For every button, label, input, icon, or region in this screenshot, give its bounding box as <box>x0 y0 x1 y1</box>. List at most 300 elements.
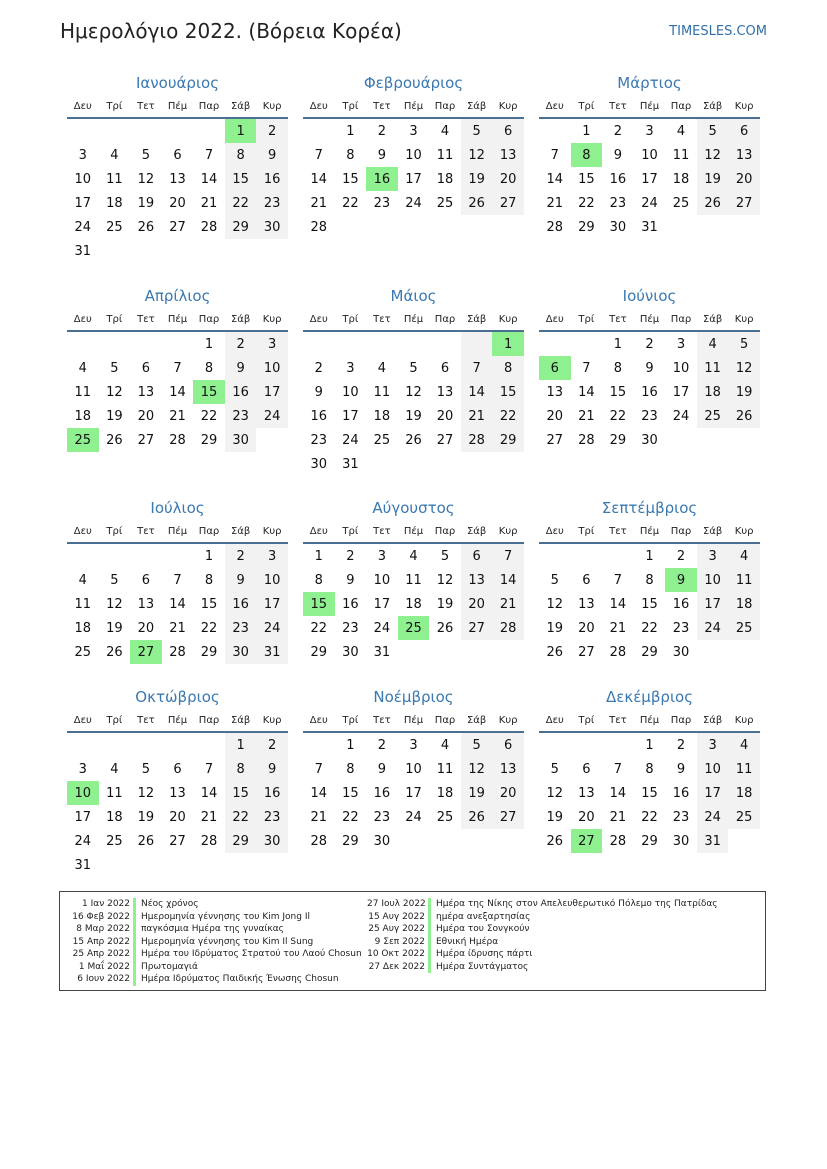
day-grid <box>67 119 288 263</box>
day-cell: 3 <box>645 123 654 139</box>
day-cell: 5 <box>461 119 493 143</box>
day-cell: 2 <box>225 544 257 568</box>
day-cell: 9 <box>256 143 288 167</box>
day-cell: 22 <box>225 805 257 829</box>
weekday-label: Πέμ <box>403 101 424 112</box>
day-cell: 22 <box>342 195 359 211</box>
day-cell: 27 <box>137 432 155 448</box>
day-cell: 28 <box>169 432 186 448</box>
day-cell: 20 <box>137 620 155 636</box>
day-cell: 22 <box>342 809 359 825</box>
day-cell: 23 <box>672 809 690 825</box>
day-cell: 21 <box>169 408 186 424</box>
day-cell: 3 <box>676 336 686 352</box>
weekday-label: Κυρ <box>734 526 754 537</box>
day-cell: 10 <box>697 568 729 592</box>
site-link[interactable]: TIMESLES.COM <box>669 24 767 39</box>
weekday-label: Τετ <box>609 715 627 726</box>
day-cell: 31 <box>256 640 288 664</box>
legend-holiday-name: Πρωτομαγιά <box>141 961 198 972</box>
day-cell: 28 <box>609 644 627 660</box>
day-cell: 25 <box>436 809 454 825</box>
weekday-label: Πέμ <box>639 101 660 112</box>
day-cell: 18 <box>106 809 123 825</box>
weekday-label: Παρ <box>198 526 220 537</box>
day-cell: 11 <box>373 384 391 400</box>
day-cell: 5 <box>141 147 151 163</box>
day-cell: 27 <box>169 219 186 235</box>
weekday-label: Πέμ <box>639 314 660 325</box>
day-cell: 9 <box>377 761 387 777</box>
legend-row <box>64 948 362 961</box>
day-cell: 15 <box>492 380 524 404</box>
day-cell: 22 <box>492 404 524 428</box>
holiday-day-cell: 15 <box>193 380 225 404</box>
holiday-day-cell: 27 <box>571 829 603 853</box>
day-cell: 14 <box>461 380 493 404</box>
day-cell: 4 <box>728 733 760 757</box>
day-cell: 1 <box>645 548 654 564</box>
day-cell: 14 <box>310 785 328 801</box>
weekday-label: Τετ <box>137 101 155 112</box>
day-cell: 11 <box>74 596 92 612</box>
weekday-label: Τρί <box>342 715 359 726</box>
day-cell: 3 <box>409 737 418 753</box>
legend-holiday-name: Ημέρα Ιδρύματος Παιδικής Ένωσης Chosun <box>141 974 339 984</box>
day-cell: 25 <box>728 616 760 640</box>
day-cell: 26 <box>546 644 564 660</box>
day-cell: 31 <box>74 243 92 259</box>
day-cell: 4 <box>440 123 450 139</box>
day-cell: 16 <box>342 596 359 612</box>
day-cell: 19 <box>106 620 123 636</box>
weekday-label: Τετ <box>609 526 627 537</box>
weekday-label: Τρί <box>342 526 359 537</box>
day-cell: 12 <box>461 757 493 781</box>
weekday-label: Κυρ <box>262 101 282 112</box>
month-calendar <box>539 70 760 239</box>
day-cell: 24 <box>373 620 391 636</box>
day-cell: 17 <box>697 592 729 616</box>
day-cell: 6 <box>492 119 524 143</box>
holiday-day-cell: 27 <box>130 640 162 664</box>
holiday-day-cell: 9 <box>665 568 697 592</box>
day-cell: 12 <box>106 596 123 612</box>
day-cell: 1 <box>225 733 257 757</box>
holiday-day-cell: 1 <box>492 332 524 356</box>
day-cell: 4 <box>110 147 119 163</box>
day-cell: 28 <box>310 219 328 235</box>
empty-cell <box>539 544 571 568</box>
empty-cell <box>193 119 225 143</box>
legend-holiday-name: Ημέρα του Ιδρύματος Στρατού του Λαού Chosun <box>141 949 362 959</box>
holiday-day-cell: 15 <box>303 592 335 616</box>
day-cell: 8 <box>314 572 323 588</box>
month-calendar <box>303 283 524 476</box>
legend-holiday-name: ημέρα ανεξαρτησίας <box>436 911 531 922</box>
day-cell: 21 <box>310 809 328 825</box>
day-cell: 6 <box>492 733 524 757</box>
weekday-label: Πέμ <box>403 715 424 726</box>
day-cell: 12 <box>546 785 564 801</box>
weekday-label: Σάβ <box>702 526 723 537</box>
day-cell: 16 <box>672 596 690 612</box>
day-cell: 24 <box>672 408 690 424</box>
day-cell: 13 <box>461 568 493 592</box>
day-cell: 5 <box>728 332 760 356</box>
legend-holiday-name: Ημέρα ίδρυσης πάρτι <box>436 949 533 959</box>
weekday-label: Τρί <box>578 101 595 112</box>
day-cell: 1 <box>204 336 214 352</box>
day-cell: 11 <box>697 356 729 380</box>
day-cell: 8 <box>645 572 654 588</box>
day-cell: 13 <box>546 384 564 400</box>
legend-holiday-name: Ημερομηνία γέννησης του Kim Jong Il <box>141 911 310 922</box>
day-cell: 3 <box>256 544 288 568</box>
day-cell: 29 <box>200 432 218 448</box>
day-grid <box>539 119 760 239</box>
day-cell: 11 <box>728 757 760 781</box>
day-cell: 15 <box>225 781 257 805</box>
day-cell: 8 <box>346 147 355 163</box>
day-cell: 17 <box>74 195 92 211</box>
empty-cell <box>602 733 634 757</box>
day-cell: 19 <box>405 408 422 424</box>
weekday-label: Σάβ <box>466 526 487 537</box>
month-name: Οκτώβριος <box>135 688 220 706</box>
day-grid <box>303 332 524 476</box>
day-cell: 1 <box>645 737 654 753</box>
day-cell: 26 <box>697 191 729 215</box>
day-cell: 28 <box>492 616 524 640</box>
day-cell: 9 <box>676 761 686 777</box>
day-cell: 22 <box>310 620 328 636</box>
day-cell: 7 <box>582 360 591 376</box>
day-cell: 21 <box>200 195 218 211</box>
day-cell: 13 <box>578 596 595 612</box>
day-cell: 9 <box>613 147 623 163</box>
empty-cell <box>162 119 194 143</box>
day-cell: 4 <box>728 544 760 568</box>
day-cell: 21 <box>169 620 186 636</box>
empty-cell <box>67 119 99 143</box>
day-cell: 10 <box>405 147 422 163</box>
day-cell: 22 <box>225 191 257 215</box>
legend-holiday-name: Ημερομηνία γέννησης του Kim Il Sung <box>141 936 314 947</box>
day-cell: 2 <box>377 737 387 753</box>
day-cell: 15 <box>342 785 359 801</box>
day-cell: 18 <box>697 380 729 404</box>
day-cell: 24 <box>697 805 729 829</box>
day-grid <box>67 544 288 664</box>
month-name: Μάρτιος <box>617 74 682 92</box>
month-name: Ιούνιος <box>622 287 677 305</box>
weekday-label: Σάβ <box>230 715 251 726</box>
weekday-label: Δευ <box>545 526 564 537</box>
day-cell: 1 <box>314 548 323 564</box>
weekday-label: Τρί <box>106 715 123 726</box>
weekday-header <box>303 96 524 119</box>
weekday-label: Παρ <box>434 715 456 726</box>
empty-cell <box>130 544 162 568</box>
month-name: Σεπτέμβριος <box>601 499 698 517</box>
day-cell: 14 <box>200 785 218 801</box>
day-cell: 13 <box>137 596 155 612</box>
day-cell: 30 <box>609 219 627 235</box>
day-cell: 17 <box>342 408 359 424</box>
day-cell: 20 <box>169 809 186 825</box>
weekday-header <box>303 521 524 544</box>
day-cell: 26 <box>728 404 760 428</box>
day-cell: 19 <box>461 167 493 191</box>
day-grid <box>303 544 524 664</box>
day-cell: 29 <box>225 215 257 239</box>
day-cell: 14 <box>169 596 186 612</box>
day-cell: 3 <box>78 761 87 777</box>
weekday-header <box>539 309 760 332</box>
day-cell: 22 <box>641 809 658 825</box>
day-cell: 24 <box>342 432 359 448</box>
empty-cell <box>130 119 162 143</box>
day-cell: 16 <box>256 167 288 191</box>
day-cell: 23 <box>342 620 359 636</box>
day-cell: 21 <box>310 195 328 211</box>
legend-date: 15 Αυγ 2022 <box>367 911 431 924</box>
day-cell: 20 <box>728 167 760 191</box>
weekday-label: Δευ <box>73 715 92 726</box>
empty-cell <box>539 119 571 143</box>
empty-cell <box>99 544 131 568</box>
legend-date: 27 Ιουλ 2022 <box>367 898 431 911</box>
weekday-label: Σάβ <box>230 101 251 112</box>
day-cell: 21 <box>546 195 564 211</box>
day-cell: 26 <box>546 833 564 849</box>
day-cell: 14 <box>492 568 524 592</box>
page-title: Ημερολόγιο 2022. (Βόρεια Κορέα) <box>60 19 402 43</box>
day-cell: 23 <box>256 805 288 829</box>
weekday-label: Δευ <box>73 314 92 325</box>
day-cell: 3 <box>697 544 729 568</box>
legend-date: 6 Ιουν 2022 <box>64 973 136 986</box>
legend-row <box>64 973 362 986</box>
day-cell: 6 <box>141 572 151 588</box>
day-cell: 2 <box>225 332 257 356</box>
day-cell: 18 <box>74 408 92 424</box>
day-cell: 14 <box>578 384 595 400</box>
day-cell: 23 <box>256 191 288 215</box>
day-grid <box>539 733 760 853</box>
day-cell: 28 <box>200 219 218 235</box>
day-cell: 24 <box>405 809 422 825</box>
day-cell: 25 <box>373 432 391 448</box>
holiday-day-cell: 16 <box>366 167 398 191</box>
weekday-label: Τετ <box>373 526 391 537</box>
day-cell: 16 <box>373 785 391 801</box>
empty-cell <box>67 332 99 356</box>
legend-date: 25 Αυγ 2022 <box>367 923 431 936</box>
weekday-label: Δευ <box>545 314 564 325</box>
day-grid <box>67 332 288 452</box>
weekday-label: Παρ <box>198 101 220 112</box>
day-cell: 1 <box>582 123 591 139</box>
day-cell: 11 <box>436 761 454 777</box>
day-cell: 30 <box>672 833 690 849</box>
day-cell: 12 <box>728 356 760 380</box>
day-cell: 9 <box>346 572 355 588</box>
day-cell: 31 <box>74 857 92 873</box>
day-cell: 4 <box>676 123 686 139</box>
day-cell: 12 <box>461 143 493 167</box>
weekday-label: Σάβ <box>702 715 723 726</box>
day-cell: 15 <box>609 384 627 400</box>
legend-row <box>64 923 362 936</box>
day-cell: 29 <box>310 644 328 660</box>
weekday-label: Τετ <box>137 715 155 726</box>
day-cell: 15 <box>225 167 257 191</box>
weekday-label: Κυρ <box>262 314 282 325</box>
legend-row <box>367 911 718 924</box>
legend-date: 15 Απρ 2022 <box>64 936 136 949</box>
day-cell: 12 <box>546 596 564 612</box>
month-calendar <box>67 495 288 664</box>
day-cell: 8 <box>492 356 524 380</box>
day-cell: 8 <box>225 757 257 781</box>
weekday-label: Τρί <box>578 715 595 726</box>
day-cell: 20 <box>492 781 524 805</box>
day-cell: 10 <box>373 572 391 588</box>
month-name: Ιανουάριος <box>135 74 219 92</box>
day-cell: 4 <box>110 761 119 777</box>
day-cell: 19 <box>728 380 760 404</box>
day-cell: 12 <box>436 572 454 588</box>
weekday-label: Σάβ <box>230 314 251 325</box>
weekday-label: Σάβ <box>702 314 723 325</box>
weekday-label: Δευ <box>309 715 328 726</box>
day-cell: 2 <box>256 119 288 143</box>
weekday-label: Κυρ <box>498 101 518 112</box>
day-cell: 2 <box>613 123 623 139</box>
day-cell: 7 <box>314 761 323 777</box>
day-cell: 7 <box>314 147 323 163</box>
day-cell: 28 <box>310 833 328 849</box>
weekday-label: Δευ <box>73 526 92 537</box>
day-cell: 20 <box>492 167 524 191</box>
day-cell: 12 <box>106 384 123 400</box>
day-cell: 11 <box>106 785 123 801</box>
empty-cell <box>366 332 398 356</box>
day-cell: 28 <box>200 833 218 849</box>
legend-row <box>367 923 718 936</box>
weekday-label: Πέμ <box>167 526 188 537</box>
weekday-label: Σάβ <box>466 101 487 112</box>
holiday-day-cell: 1 <box>225 119 257 143</box>
day-cell: 15 <box>200 596 218 612</box>
weekday-label: Τρί <box>342 101 359 112</box>
day-cell: 17 <box>641 171 658 187</box>
day-cell: 17 <box>373 596 391 612</box>
day-cell: 10 <box>405 761 422 777</box>
weekday-label: Κυρ <box>498 314 518 325</box>
weekday-label: Τρί <box>578 314 595 325</box>
day-cell: 29 <box>641 833 658 849</box>
day-cell: 19 <box>546 620 564 636</box>
day-cell: 22 <box>609 408 627 424</box>
day-cell: 17 <box>697 781 729 805</box>
weekday-label: Τρί <box>106 101 123 112</box>
month-calendar <box>67 70 288 263</box>
empty-cell <box>539 733 571 757</box>
day-cell: 11 <box>672 147 690 163</box>
weekday-label: Πέμ <box>639 526 660 537</box>
month-name: Απρίλιος <box>144 287 211 305</box>
day-cell: 6 <box>173 761 182 777</box>
day-cell: 2 <box>645 336 654 352</box>
weekday-header <box>303 710 524 733</box>
day-cell: 9 <box>225 356 257 380</box>
day-cell: 21 <box>578 408 595 424</box>
day-cell: 23 <box>225 404 257 428</box>
day-cell: 1 <box>346 123 355 139</box>
weekday-label: Τρί <box>106 526 123 537</box>
day-cell: 13 <box>169 171 186 187</box>
month-calendar <box>539 283 760 452</box>
day-cell: 28 <box>578 432 595 448</box>
day-cell: 17 <box>256 592 288 616</box>
day-cell: 3 <box>409 123 418 139</box>
day-cell: 30 <box>225 428 257 452</box>
day-cell: 23 <box>609 195 627 211</box>
legend-date: 16 Φεβ 2022 <box>64 911 136 924</box>
day-cell: 4 <box>78 360 87 376</box>
day-cell: 26 <box>405 432 422 448</box>
day-cell: 17 <box>256 380 288 404</box>
weekday-label: Κυρ <box>734 314 754 325</box>
weekday-label: Παρ <box>670 715 692 726</box>
weekday-label: Δευ <box>545 101 564 112</box>
day-cell: 25 <box>697 404 729 428</box>
day-cell: 11 <box>74 384 92 400</box>
day-cell: 19 <box>546 809 564 825</box>
day-cell: 17 <box>74 809 92 825</box>
empty-cell <box>303 332 335 356</box>
day-cell: 25 <box>728 805 760 829</box>
day-cell: 23 <box>225 616 257 640</box>
day-cell: 6 <box>440 360 450 376</box>
empty-cell <box>571 733 603 757</box>
day-cell: 14 <box>546 171 564 187</box>
day-cell: 25 <box>74 644 92 660</box>
month-name: Ιούλιος <box>150 499 205 517</box>
day-cell: 2 <box>346 548 355 564</box>
holiday-day-cell: 10 <box>67 781 99 805</box>
day-cell: 29 <box>342 833 359 849</box>
weekday-label: Δευ <box>73 101 92 112</box>
day-cell: 7 <box>204 147 214 163</box>
weekday-label: Κυρ <box>734 101 754 112</box>
day-cell: 13 <box>492 757 524 781</box>
empty-cell <box>99 119 131 143</box>
day-cell: 1 <box>613 336 623 352</box>
month-calendar <box>303 495 524 664</box>
day-cell: 22 <box>578 195 595 211</box>
day-cell: 5 <box>550 761 559 777</box>
month-calendar <box>67 684 288 877</box>
day-cell: 26 <box>106 644 123 660</box>
day-cell: 21 <box>200 809 218 825</box>
day-cell: 30 <box>256 215 288 239</box>
day-cell: 22 <box>641 620 658 636</box>
day-cell: 3 <box>697 733 729 757</box>
